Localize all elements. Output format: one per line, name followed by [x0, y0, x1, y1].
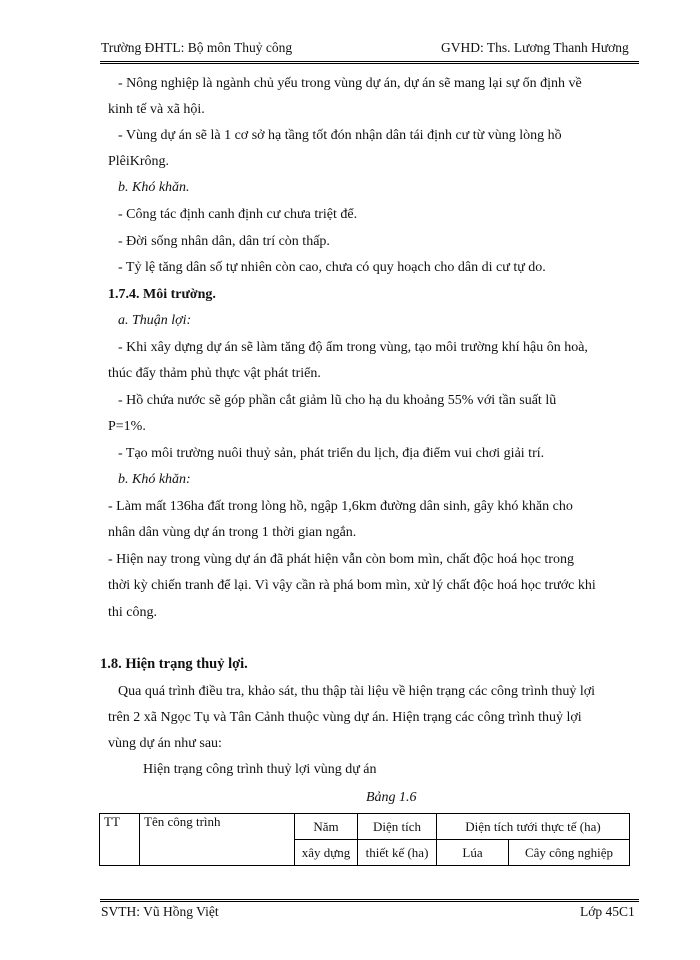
section-heading: 1.8. Hiện trạng thuỷ lợi. [100, 656, 248, 672]
footer-rule [100, 899, 639, 902]
subheading: b. Khó khăn: [118, 472, 191, 487]
table-header-cell: Cây công nghiệp [509, 840, 630, 866]
table-header-cell: xây dựng [295, 840, 358, 866]
header-rule [100, 61, 639, 64]
text-line: thúc đẩy thảm phủ thực vật phát triển. [108, 366, 321, 381]
text-line: thời kỳ chiến tranh để lại. Vì vậy cần rà phá bom mìn, xử lý chất độc hoá học trước khi [108, 578, 596, 593]
text-line: - Khi xây dựng dự án sẽ làm tăng độ ẩm trong vùng, tạo môi trường khí hậu ôn hoà, [118, 340, 588, 355]
table-header-cell: thiết kế (ha) [358, 840, 437, 866]
text-line: vùng dự án như sau: [108, 736, 222, 751]
text-line: kinh tế và xã hội. [108, 102, 205, 117]
table-header-cell: TT [100, 814, 140, 866]
text-line: - Hồ chứa nước sẽ góp phần cắt giảm lũ cho hạ du khoảng 55% với tần suất lũ [118, 393, 557, 408]
text-line: trên 2 xã Ngọc Tụ và Tân Cảnh thuộc vùng dự án. Hiện trạng các công trình thuỷ lợi [108, 710, 582, 725]
text-line: Qua quá trình điều tra, khảo sát, thu thập tài liệu về hiện trạng các công trình thuỷ lợi [118, 684, 596, 699]
irrigation-table [99, 813, 630, 866]
text-line: - Vùng dự án sẽ là 1 cơ sở hạ tầng tốt đón nhận dân tái định cư từ vùng lòng hồ [118, 128, 562, 143]
footer-left: SVTH: Vũ Hồng Việt [101, 904, 219, 919]
text-line: nhân dân vùng dự án trong 1 thời gian ngắn. [108, 525, 357, 540]
text-line: - Hiện nay trong vùng dự án đã phát hiện vẫn còn bom mìn, chất độc hoá học trong [108, 552, 574, 567]
footer-right: Lớp 45C1 [580, 904, 635, 919]
text-line: - Tỷ lệ tăng dân số tự nhiên còn cao, chưa có quy hoạch cho dân di cư tự do. [118, 260, 546, 275]
text-line: - Công tác định canh định cư chưa triệt để. [118, 207, 358, 222]
table-header-cell: Năm [295, 814, 358, 840]
text-line: - Đời sống nhân dân, dân trí còn thấp. [118, 234, 330, 249]
text-line: - Làm mất 136ha đất trong lòng hồ, ngập 1,6km đường dân sinh, gây khó khăn cho [108, 499, 573, 514]
section-heading: 1.7.4. Môi trường. [108, 287, 216, 302]
table-caption: Bảng 1.6 [366, 790, 417, 805]
text-line: thi công. [108, 605, 157, 620]
text-line: PlêiKrông. [108, 154, 170, 169]
subheading: a. Thuận lợi: [118, 313, 192, 328]
table-header-cell: Lúa [437, 840, 509, 866]
text-line: - Nông nghiệp là ngành chủ yếu trong vùng dự án, dự án sẽ mang lại sự ổn định về [118, 76, 582, 91]
table-title: Hiện trạng công trình thuỷ lợi vùng dự án [143, 762, 377, 777]
header-left: Trường ĐHTL: Bộ môn Thuỷ công [101, 40, 293, 55]
table-header-cell: Diện tích tưới thực tế (ha) [437, 814, 630, 840]
text-line: P=1%. [108, 419, 146, 434]
text-line: - Tạo môi trường nuôi thuỷ sản, phát triển du lịch, địa điểm vui chơi giải trí. [118, 446, 545, 461]
table-row [100, 814, 630, 840]
table-header-cell: Tên công trình [140, 814, 295, 866]
table-header-cell: Diện tích [358, 814, 437, 840]
header-right: GVHD: Ths. Lương Thanh Hương [441, 40, 629, 55]
subheading: b. Khó khăn. [118, 180, 190, 195]
